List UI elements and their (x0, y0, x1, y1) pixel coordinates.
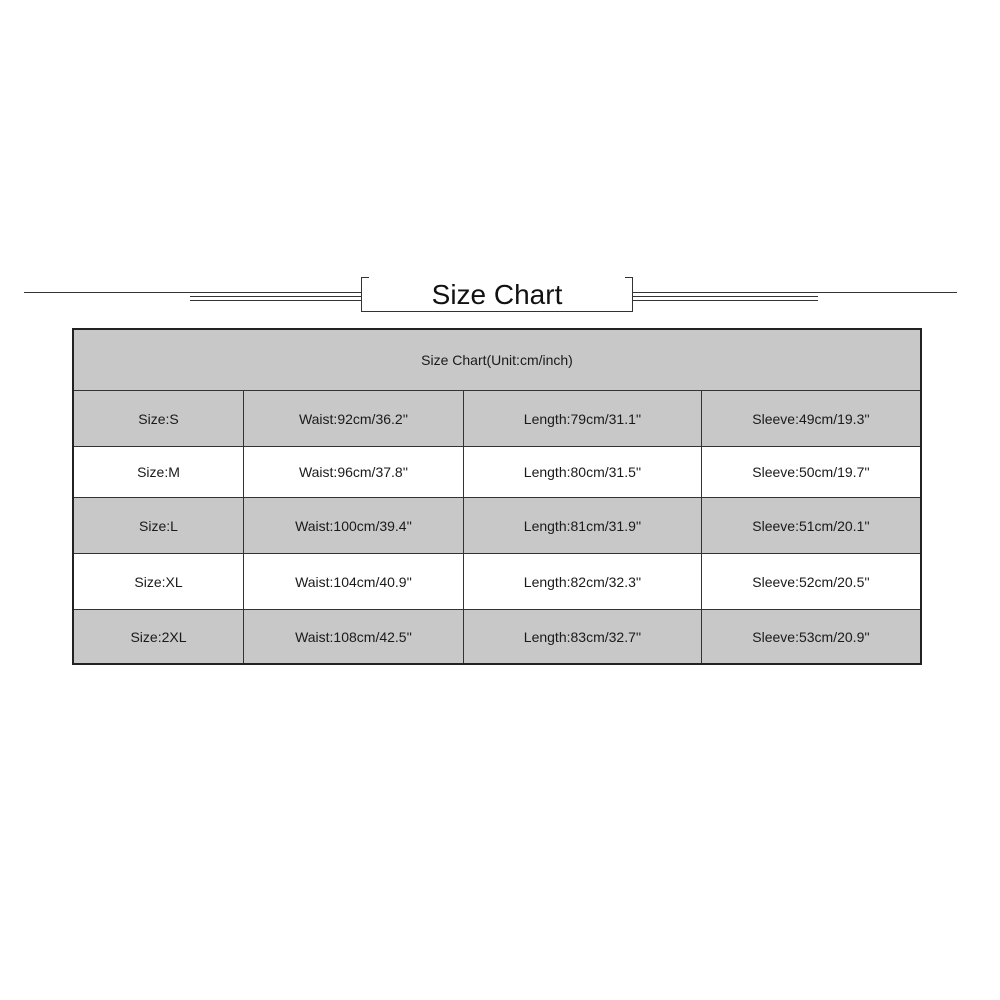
sleeve-cell: Sleeve:52cm/20.5'' (752, 573, 870, 590)
waist-cell: Waist:104cm/40.9'' (244, 554, 464, 609)
title-frame-top-right-stub (625, 277, 633, 278)
sleeve-cell: Sleeve:51cm/20.1'' (752, 517, 870, 534)
size-cell: Size:L (74, 498, 244, 553)
table-caption: Size Chart(Unit:cm/inch) (74, 330, 920, 391)
length-cell: Length:83cm/32.7'' (464, 610, 702, 663)
header-line-left-short-bottom (190, 300, 362, 301)
length-cell: Length:81cm/31.9'' (464, 498, 702, 553)
sleeve-cell: Sleeve:53cm/20.9'' (752, 628, 870, 645)
table-row (74, 447, 920, 498)
sleeve-cell: Sleeve:49cm/19.3'' (752, 410, 870, 427)
size-table (72, 328, 922, 665)
header-line-right-short-top (632, 296, 818, 297)
table-row (74, 610, 920, 663)
title-frame (361, 277, 633, 312)
table-row (74, 554, 920, 610)
length-cell: Length:79cm/31.1'' (464, 391, 702, 446)
size-cell: Size:M (74, 447, 244, 497)
sleeve-cell: Sleeve:50cm/19.7'' (752, 464, 870, 480)
title-frame-top-left-stub (361, 277, 369, 278)
length-cell: Length:80cm/31.5'' (464, 447, 702, 497)
length-cell: Length:82cm/32.3'' (464, 554, 702, 609)
table-row (74, 391, 920, 447)
waist-cell: Waist:100cm/39.4'' (244, 498, 464, 553)
size-cell: Size:XL (74, 554, 244, 609)
waist-cell: Waist:96cm/37.8'' (244, 447, 464, 497)
header-line-right-short-bottom (632, 300, 818, 301)
waist-cell: Waist:108cm/42.5'' (244, 610, 464, 663)
size-cell: Size:S (74, 391, 244, 446)
size-cell: Size:2XL (74, 610, 244, 663)
table-row (74, 498, 920, 554)
header-line-left-short-top (190, 296, 362, 297)
page-title: Size Chart (431, 279, 563, 310)
header-line-left-long (24, 292, 362, 293)
waist-cell: Waist:92cm/36.2'' (244, 391, 464, 446)
header-line-right-long (632, 292, 957, 293)
